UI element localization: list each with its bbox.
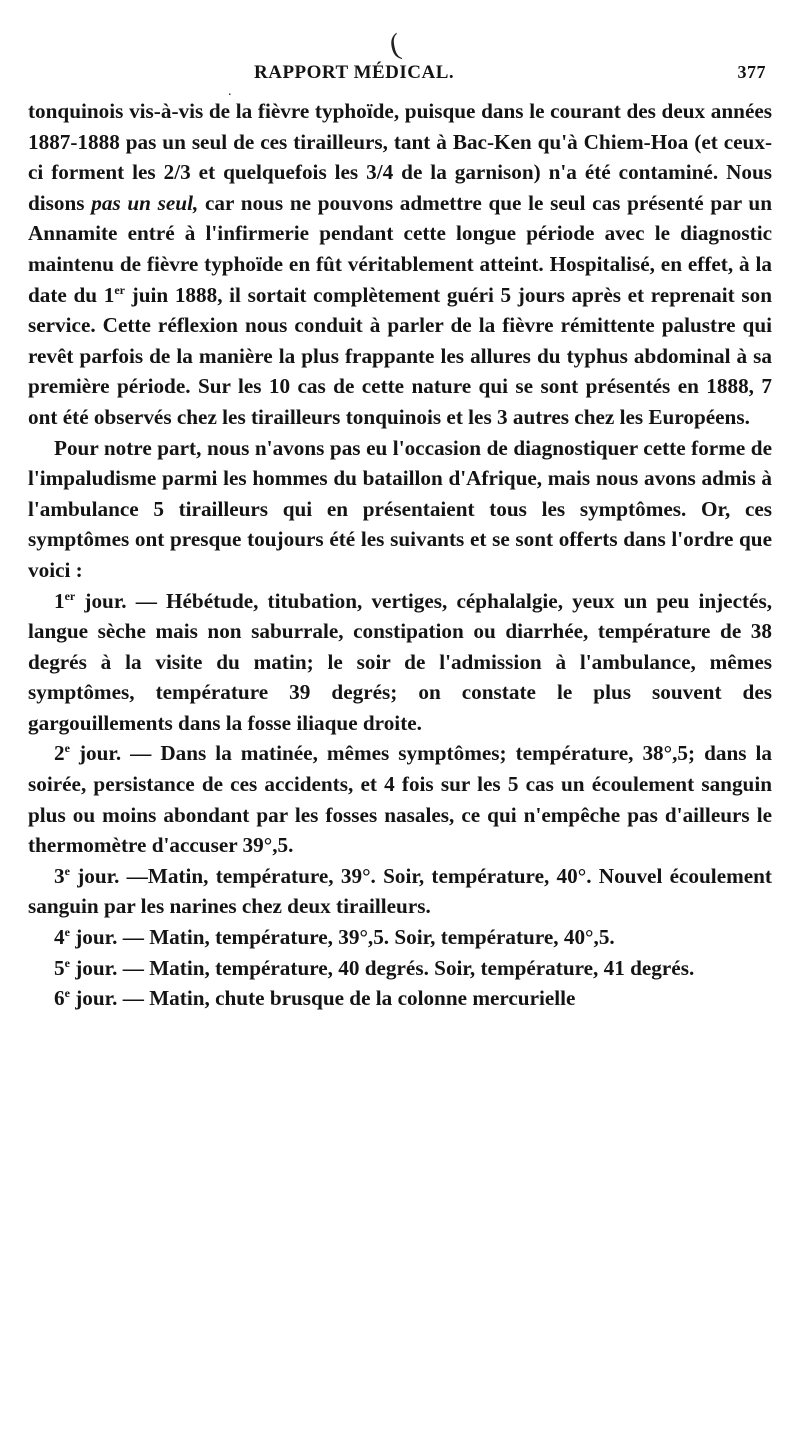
superscript: er: [64, 588, 76, 603]
paragraph: Pour notre part, nous n'avons pas eu l'occasion de diagnostiquer cette forme de l'impaludisme parmi les hommes du bataillon d'Afrique, mais nous avons admis à l'ambulance 5 tirailleurs qui en présentaient tous les symptômes. Or, ces symptômes ont presque toujours été les suivants et se sont offerts dans l'ordre que voici :: [28, 435, 772, 582]
day-number: 2: [54, 741, 65, 766]
superscript: e: [64, 741, 70, 756]
superscript: e: [64, 955, 70, 970]
superscript: e: [64, 986, 70, 1001]
text-run: tonquinois vis-à-vis de la fièvre typhoïde, puisque dans le courant des deux années 1887-1888 pas un seul de ces tirailleurs, tant à Bac-Ken qu'à Chiem-Hoa (et ceux-ci forment les 2/3 et quelquefois les 3/4 de la garnison) n'a été contaminé. Nous disons: [28, 99, 772, 215]
page-header: [28, 58, 772, 96]
day-text: jour. — Hébétude, titubation, vertiges, céphalalgie, yeux un peu injectés, langue sèche mais non saburrale, constipation ou diarrhée, température de 38 degrés à la visite du matin; le soir de l'admission à l'ambulance, mêmes symptômes, température 39 degrés; on constate le plus souvent des gargouillements dans la fosse iliaque droite.: [28, 588, 772, 735]
margin-mark: (: [386, 27, 404, 62]
day-text: jour. —Matin, température, 39°. Soir, température, 40°. Nouvel écoulement sanguin par les narines chez deux tirailleurs.: [28, 863, 772, 919]
running-title: RAPPORT MÉDICAL.: [254, 62, 455, 83]
day-text: jour. — Matin, température, 40 degrés. Soir, température, 41 degrés.: [69, 955, 695, 980]
day-number: 1: [54, 588, 65, 613]
paragraph-continuation: [28, 96, 772, 433]
day-entry-3: [28, 861, 772, 922]
text-run: car nous ne pouvons admettre que le seul cas présenté par un Annamite entré à l'infirmerie pendant cette longue période avec le diagnostic maintenu de fièvre typhoïde en fût véritablement atteint. Hospitalisé, en effet, à la date du 1: [28, 190, 772, 307]
day-entry-4: [28, 922, 772, 953]
day-number: 5: [54, 955, 65, 980]
day-number: 3: [54, 863, 65, 888]
day-number: 6: [54, 986, 65, 1011]
day-text: jour. — Dans la matinée, mêmes symptômes; température, 38°,5; dans la soirée, persistance de ces accidents, et 4 fois sur les 5 cas un écoulement sanguin plus ou moins abondant par les fosses nasales, ce qui n'empêche pas d'ailleurs le thermomètre d'accuser 39°,5.: [28, 741, 772, 858]
superscript: e: [64, 925, 70, 940]
day-number: 4: [54, 925, 65, 950]
text-run: juin 1888, il sortait complètement guéri 5 jours après et reprenait son service. Cette réflexion nous conduit à parler de la fièvre rémittente palustre qui revêt parfois de la manière la plus frappante les allures du typhus abdominal à sa première période. Sur les 10 cas de cette nature qui se sont présentés en 1888, 7 ont été observés chez les tirailleurs tonquinois et les 3 autres chez les Européens.: [28, 282, 773, 429]
emphasis: pas un seul,: [91, 190, 199, 215]
day-entry-5: [28, 953, 772, 984]
day-text: jour. — Matin, température, 39°,5. Soir, température, 40°,5.: [69, 925, 615, 950]
superscript: er: [114, 282, 125, 297]
page-number: 377: [737, 62, 766, 82]
body-text: [28, 96, 772, 1014]
superscript: e: [64, 863, 70, 878]
day-entry-6: [28, 983, 772, 1014]
day-entry-1: [28, 586, 772, 739]
margin-dot: .: [228, 84, 232, 99]
day-text: jour. — Matin, chute brusque de la colonne mercurielle: [69, 986, 576, 1011]
day-entry-2: [28, 738, 772, 860]
